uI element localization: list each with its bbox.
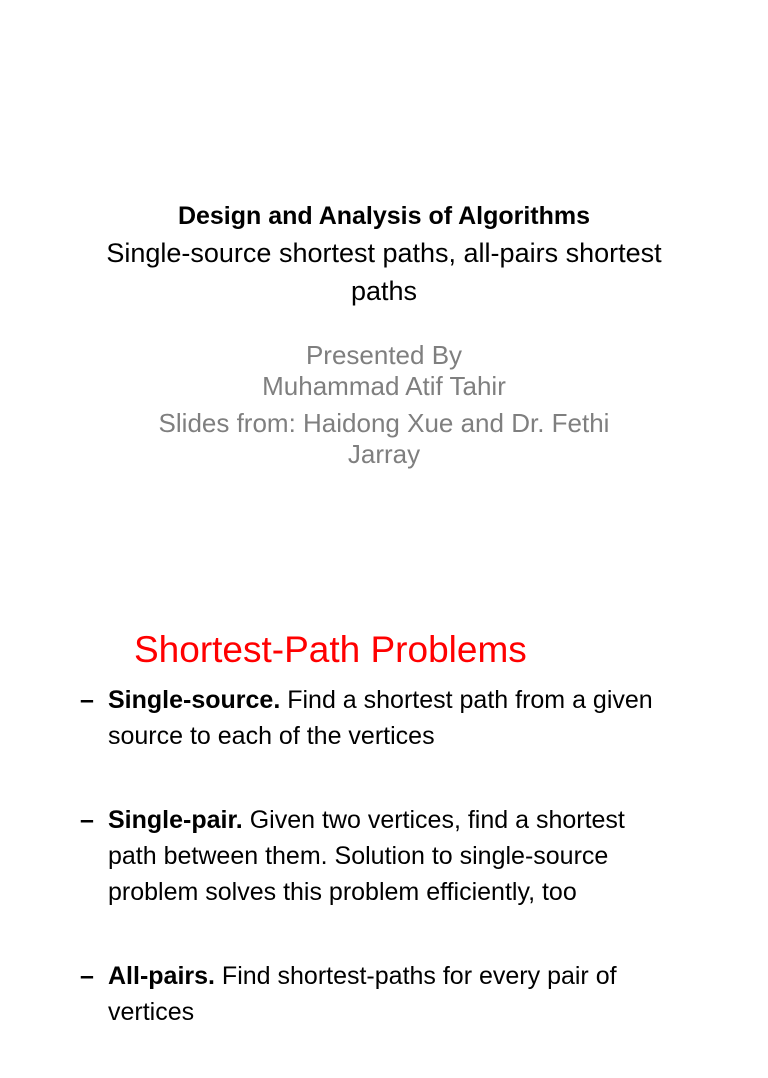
bullet-text-line-2: path between them. Solution to single-source <box>108 842 609 870</box>
title-block <box>40 198 728 310</box>
subtitle-line-1: Single-source shortest paths, all-pairs shortest <box>106 238 662 268</box>
slide-title: Design and Analysis of Algorithms <box>177 202 591 230</box>
bullet-all-pairs <box>80 958 720 1030</box>
bullet-text-line-3: problem solves this problem efficiently, too <box>108 878 577 906</box>
bullet-single-source <box>80 682 720 754</box>
bullet-term: Single-source. <box>108 686 281 714</box>
bullet-dash: – <box>80 806 94 834</box>
presented-by-label: Presented By <box>305 340 463 370</box>
presenter-block <box>60 340 708 470</box>
bullet-text-line-1: Given two vertices, find a shortest <box>242 806 625 834</box>
credits-line-2: Jarray <box>347 439 421 469</box>
subtitle-line-2: paths <box>350 276 418 306</box>
presenter-name: Muhammad Atif Tahir <box>262 371 506 401</box>
bullet-text-line-2: source to each of the vertices <box>108 722 435 750</box>
slide-subtitle <box>40 234 728 310</box>
bullet-dash: – <box>80 686 94 714</box>
bullet-term: All-pairs. <box>108 962 215 990</box>
bullet-list <box>80 682 720 1078</box>
bullet-text-line-1: Find shortest-paths for every pair of <box>214 962 617 990</box>
bullet-dash: – <box>80 962 94 990</box>
bullet-text-line-1: Find a shortest path from a given <box>280 686 653 714</box>
bullet-single-pair <box>80 802 720 910</box>
bullet-text-line-2: vertices <box>108 998 195 1026</box>
bullet-term: Single-pair. <box>108 806 243 834</box>
credits-line-1: Slides from: Haidong Xue and Dr. Fethi <box>158 408 610 438</box>
slide-heading: Shortest-Path Problems <box>134 629 527 670</box>
